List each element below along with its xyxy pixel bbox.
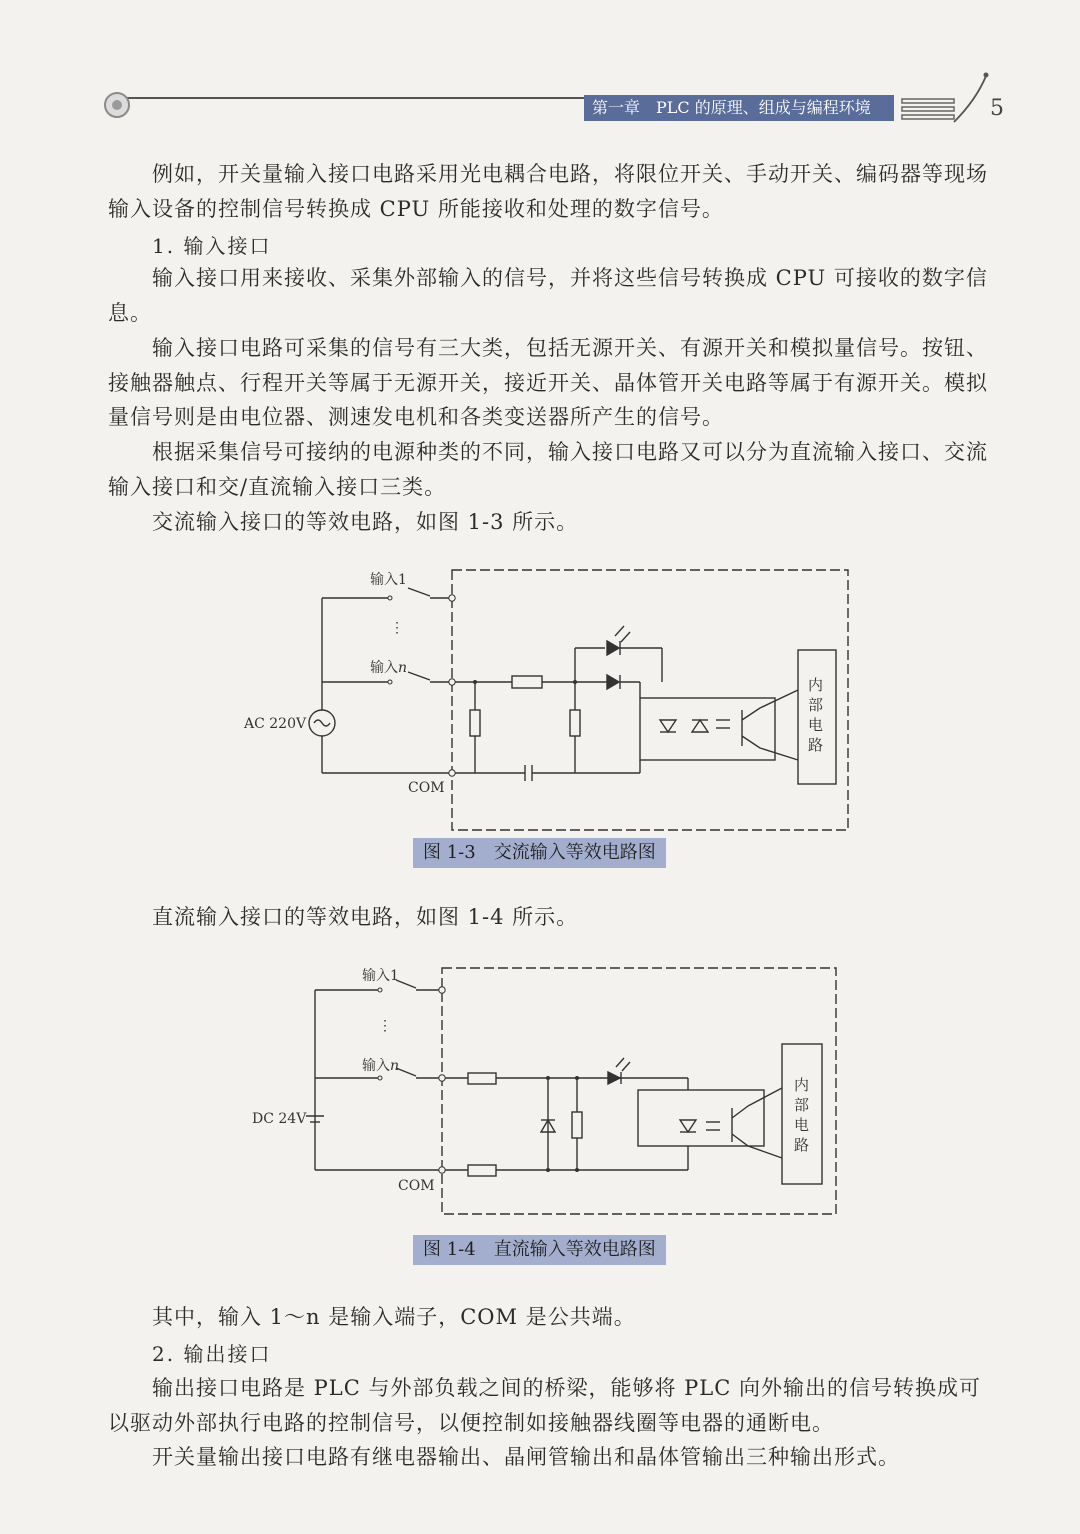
- paragraph-output-def: 输出接口电路是 PLC 与外部负载之间的桥梁，能够将 PLC 向外输出的信号转换成可以驱动外部执行电路的控制信号，以便控制如接触器线圈等电器的通断电。: [108, 1376, 981, 1435]
- page-number: 5: [990, 96, 1004, 121]
- ac-label-source: AC 220V: [244, 716, 307, 732]
- paragraph-intro: 例如，开关量输入接口电路采用光电耦合电路，将限位开关、手动开关、编码器等现场输入设备的控制信号转换成 CPU 所能接收和处理的数字信号。: [108, 162, 988, 221]
- dc-input-circuit-diagram: [240, 960, 860, 1230]
- paragraph-input-def: 输入接口用来接收、采集外部输入的信号，并将这些信号转换成 CPU 可接收的数字信息。: [108, 266, 988, 325]
- dc-label-input-n: 输入n: [362, 1058, 400, 1074]
- dc-internal-char-2: 部: [794, 1096, 810, 1114]
- dc-ellipsis: ⋮: [378, 1018, 392, 1034]
- header-disc-icon: [104, 92, 130, 118]
- dc-internal-char-4: 路: [794, 1136, 810, 1154]
- ac-label-input-n: 输入n: [370, 660, 408, 676]
- section-heading-output: 2. 输出接口: [152, 1342, 272, 1366]
- dc-internal-char-3: 电: [794, 1116, 810, 1134]
- section-heading-input: 1. 输入接口: [152, 234, 272, 258]
- ac-label-input1: 输入1: [370, 572, 407, 588]
- header-rule: [120, 97, 590, 99]
- ac-internal-char-2: 部: [808, 696, 824, 714]
- paragraph-ac-ref: 交流输入接口的等效电路，如图 1-3 所示。: [152, 510, 579, 534]
- chapter-title: 第一章 PLC 的原理、组成与编程环境: [584, 95, 894, 121]
- ac-input-circuit-diagram: [230, 560, 870, 840]
- header-swoosh-icon: [896, 70, 996, 130]
- dc-label-input1: 输入1: [362, 968, 399, 984]
- paragraph-signal-types: 输入接口电路可采集的信号有三大类，包括无源开关、有源开关和模拟量信号。按钮、接触器触点、行程开关等属于无源开关，接近开关、晶体管开关电路等属于有源开关。模拟量信号则是由电位器、测速发电机和各类变送器所产生的信号。: [108, 336, 988, 429]
- figure-1-4-caption: 图 1-4 直流输入等效电路图: [413, 1235, 666, 1265]
- ac-internal-char-3: 电: [808, 716, 824, 734]
- figure-1-3-caption: 图 1-3 交流输入等效电路图: [413, 838, 666, 868]
- paragraph-output-types: 开关量输出接口电路有继电器输出、晶闸管输出和晶体管输出三种输出形式。: [152, 1445, 900, 1469]
- ac-ellipsis: ⋮: [390, 620, 404, 636]
- dc-label-com: COM: [398, 1178, 435, 1194]
- dc-label-source: DC 24V: [252, 1111, 307, 1127]
- paragraph-terminal-note: 其中，输入 1～n 是输入端子，COM 是公共端。: [152, 1305, 636, 1329]
- dc-internal-char-1: 内: [794, 1076, 810, 1094]
- ac-internal-char-1: 内: [808, 676, 824, 694]
- ac-internal-char-4: 路: [808, 736, 824, 754]
- ac-label-com: COM: [408, 780, 445, 796]
- paragraph-dc-ref: 直流输入接口的等效电路，如图 1-4 所示。: [152, 905, 579, 929]
- paragraph-power-types: 根据采集信号可接纳的电源种类的不同，输入接口电路又可以分为直流输入接口、交流输入接口和交/直流输入接口三类。: [108, 440, 988, 499]
